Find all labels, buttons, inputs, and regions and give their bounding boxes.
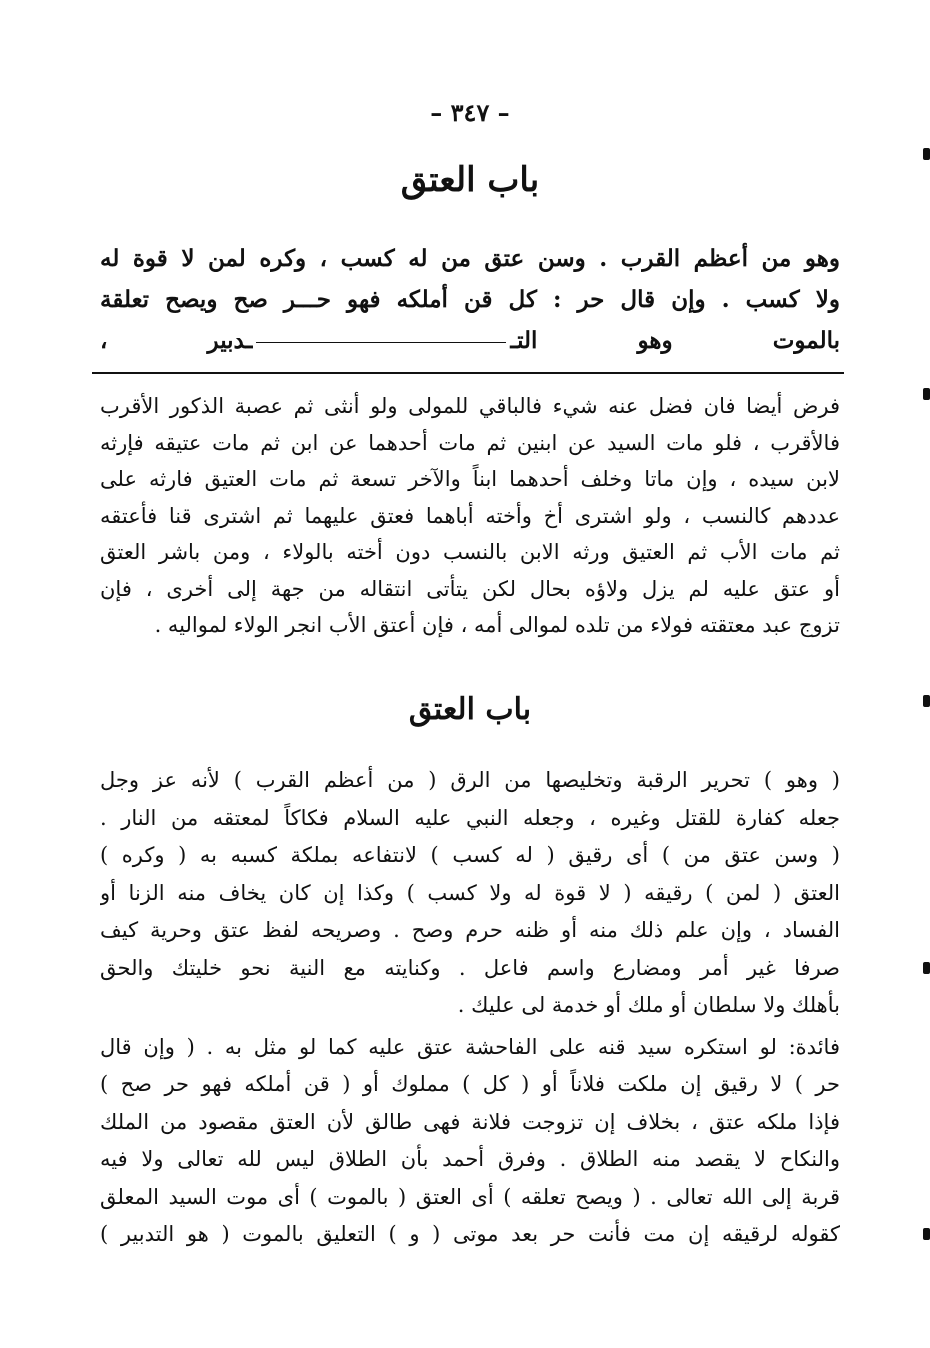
book-page xyxy=(100,0,840,1348)
commentary-line: حر ) لا رقيق إن ملكت فلاناً أو ( كل ) مملوك أو ( قن أملكه فهو حر صح ) xyxy=(100,1072,840,1096)
margin-mark xyxy=(923,148,930,160)
commentary-line: فرض أيضا فان فضل عنه شيء فالباقي للمولى ولو أنثى ثم عصبة الذكور الأقرب xyxy=(100,394,840,418)
matn-line: وهو من أعظم القرب . وسن عتق من له كسب ، وكره لمن لا قوة له xyxy=(100,245,840,272)
matn-line-with-blank xyxy=(100,320,840,361)
chapter-title-commentary: باب العتق xyxy=(408,692,532,727)
commentary-line: صرفا غير أمر ومضارع واسم فاعل . وكنايته مع النية نحو خليتك والحق xyxy=(100,955,840,980)
commentary-line: فالأقرب ، فلو مات السيد عن ابنين ثم مات أحدهما عن ابن ثم مات عتيقه فإرثه xyxy=(100,430,840,455)
matn-line-start: بالموت وهو التـ xyxy=(510,327,840,354)
page-number: – ٣٤٧ – xyxy=(430,98,510,127)
commentary-line: ( وسن عتق من ) أى رقيق ( له كسب ) لانتفاعه بملكة كسبه به ( وكره ) xyxy=(100,843,840,867)
matn-line-end: ـدبير ، xyxy=(100,327,253,354)
commentary-top xyxy=(100,388,840,644)
commentary-line: العتق ( لمن ) رقيقه ( لا قوة له ولا كسب ) وكذا إن كان يخاف منه الزنا أو xyxy=(100,880,840,905)
commentary-line: فإذا ملكه عتق ، بخلاف إن تزوجت فلانة فهى طالق لأن العتق مقصود من الملك xyxy=(100,1109,840,1134)
commentary-bottom xyxy=(100,762,840,1254)
commentary-line: لابن سيده ، وإن ماتا وخلف أحدهما ابناً والآخر تسعة ثم مات العتيق فارثه على xyxy=(100,467,840,491)
commentary-line: جعله كفارة للقتل وغيره ، وجعله النبي عليه السلام فكاكاً لمعتقه من النار . xyxy=(100,805,840,830)
commentary-line-fawaid: فائدة: لو استكره سيد قنه على الفاحشة عتق عليه كما لو مثل به . ( وإن قال xyxy=(100,1034,840,1059)
commentary-line: والنكاح لا يقصد منه الطلاق . وفرق أحمد بأن الطلاق ليس لله تعالى ولا فيه xyxy=(100,1147,840,1171)
matn-text xyxy=(100,238,840,361)
commentary-line: قربة إلى الله تعالى . ( ويصح تعلقه ) أى العتق ( بالموت ) أى موت السيد المعلق xyxy=(100,1184,840,1209)
margin-mark xyxy=(923,962,930,974)
matn-line: ولا كسب . وإن قال حر : كل قن أملكه فهو حـــر صح ويصح تعلقة xyxy=(100,286,840,313)
commentary-line: تزوج عبد معتقته فولاء من تلده لموالى أمه ، فإن أعتق الأب انجر الولاء لمواليه . xyxy=(154,613,840,637)
commentary-line: عددهم كالنسب ، ولو اشترى أخ وأخته أباهما فعتق عليهما ثم اشترى قنا فأعتقه xyxy=(100,503,840,528)
commentary-line: أو عتق عليه لم يزل ولاؤه بحال لكن يتأتى انتقاله من جهة إلى أخرى ، فإن xyxy=(100,576,840,601)
commentary-line: ثم مات الأب ثم العتيق ورثه الابن بالنسب دون أخته بالولاء ، ومن باشر العتق xyxy=(100,540,840,564)
margin-mark xyxy=(923,388,930,400)
margin-mark xyxy=(923,1228,930,1240)
commentary-line: ( وهو ) تحرير الرقبة وتخليصها من الرق ( من أعظم القرب ) لأنه عز وجل xyxy=(100,768,840,792)
commentary-line: كقوله لرقيقه إن مت فأنت حر بعد موتى ( و ) التعليق بالموت ( هو التدبير ) xyxy=(100,1222,840,1246)
commentary-line: الفساد ، وإن علم ذلك منه أو ظنه حرم وصح . وصريحه لفظ عتق وحرية كيف xyxy=(100,918,840,942)
section-divider xyxy=(92,372,844,374)
commentary-line: بأهلك ولا سلطان أو ملك أو خدمة لى عليك . xyxy=(457,993,840,1017)
blank-rule xyxy=(256,342,506,343)
margin-mark xyxy=(923,695,930,707)
chapter-title-matn: باب العتق xyxy=(400,160,540,200)
